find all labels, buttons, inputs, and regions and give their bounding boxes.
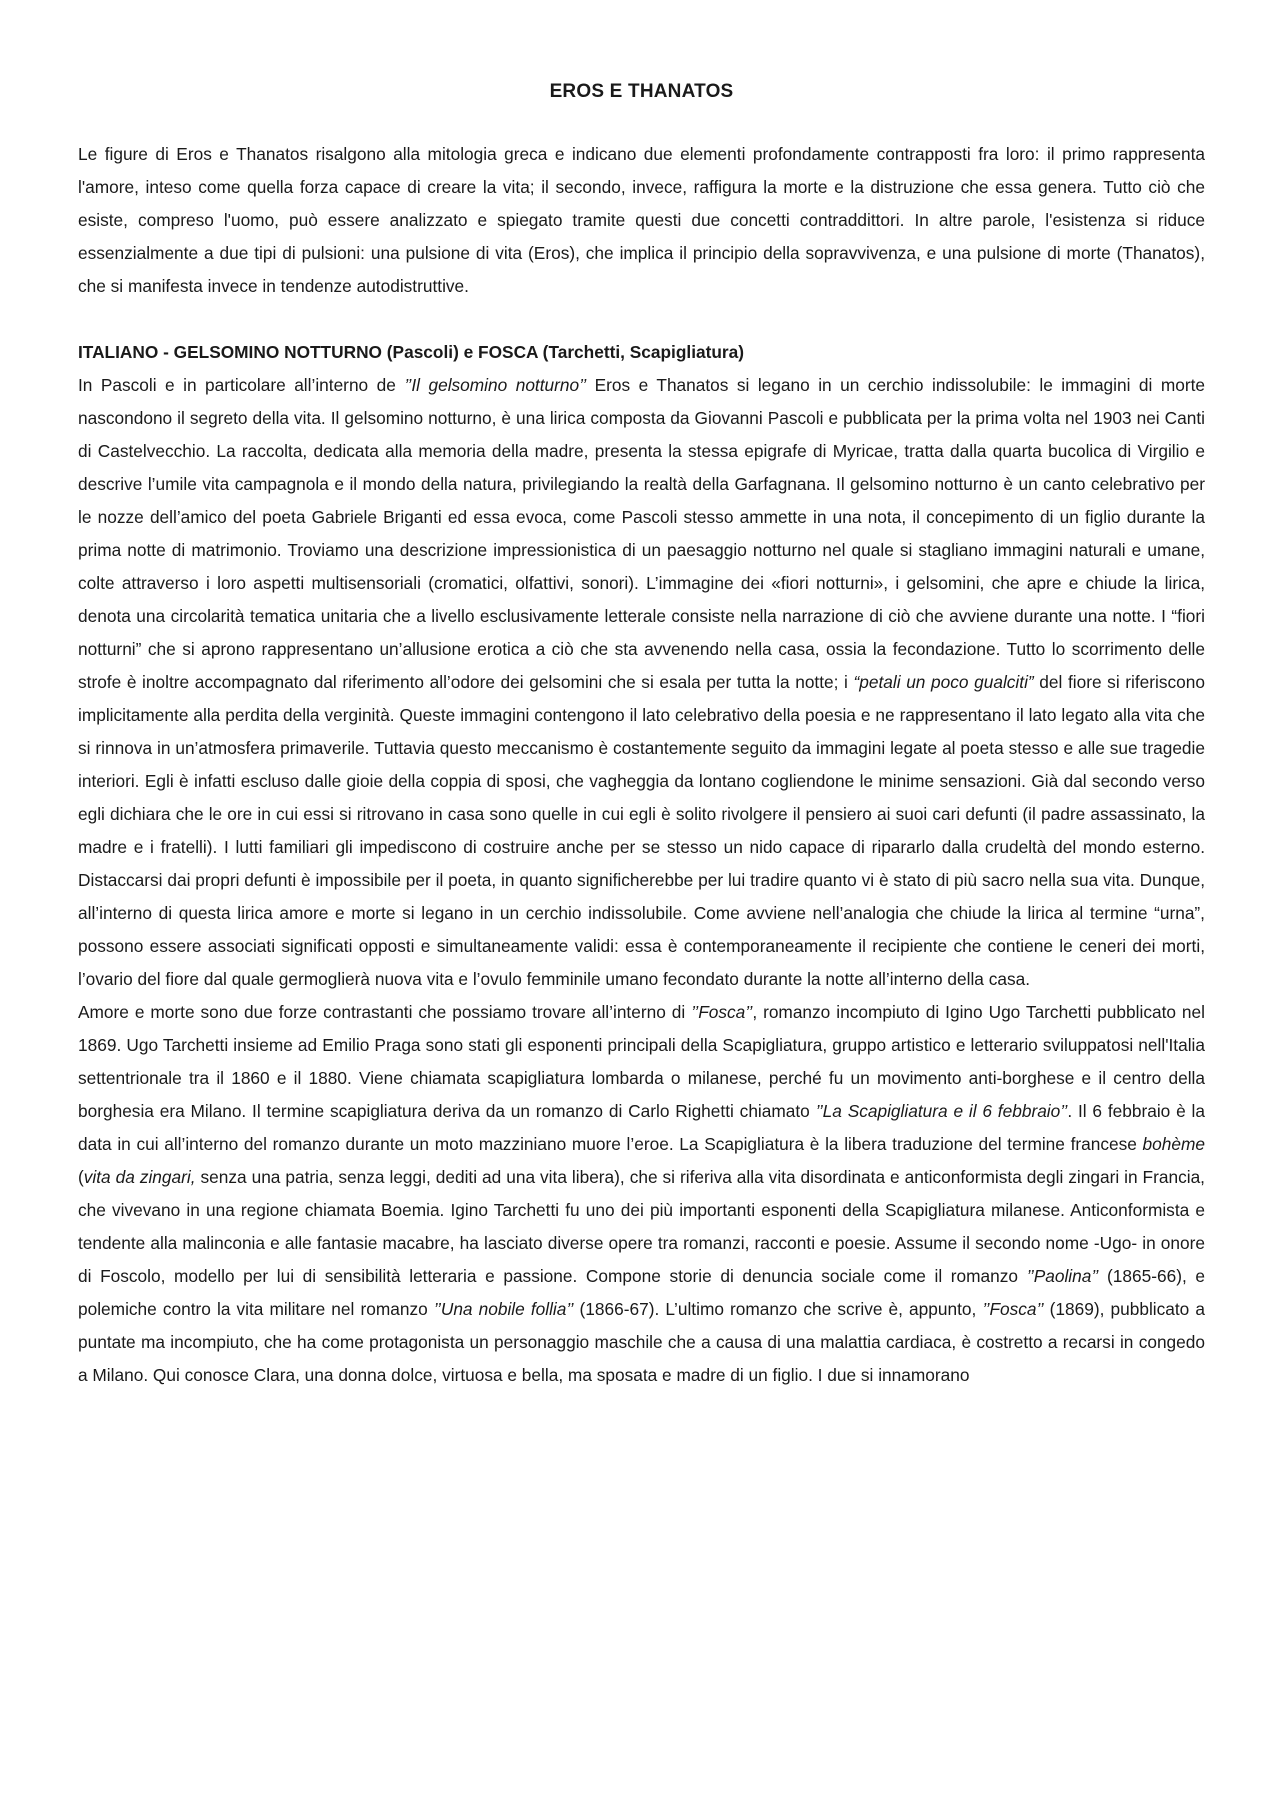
section-heading: ITALIANO - GELSOMINO NOTTURNO (Pascoli) e FOSCA (Tarchetti, Scapigliatura) — [78, 342, 745, 362]
page-title: EROS E THANATOS — [549, 81, 734, 102]
text-span: (1869), pubblicato a puntate ma incompiuto, che ha come protagonista un personaggio maschile che a causa di una malattia cardiaca, è costretto a recarsi in congedo a Milano. Qui conosce Clara, una donna dolce, virtuosa e bella, ma sposata e madre di un figlio. I due si innamorano — [78, 1299, 1205, 1385]
text-span: (1866-67). L’ultimo romanzo che scrive è, appunto, — [573, 1299, 983, 1319]
intro-paragraph: Le figure di Eros e Thanatos risalgono alla mitologia greca e indicano due elementi profondamente contrapposti fra loro: il primo rappresenta l'amore, inteso come quella forza capace di creare la vita; il secondo, invece, raffigura la morte e la distruzione che essa genera. Tutto ciò che esiste, compreso l'uomo, può essere analizzato e spiegato tramite questi due concetti contraddittori. In altre parole, l'esistenza si riduce essenzialmente a due tipi di pulsioni: una pulsione di vita (Eros), che implica il principio della sopravvivenza, e una pulsione di morte (Thanatos), che si manifesta invece in tendenze autodistruttive. — [78, 144, 1205, 296]
pascoli-paragraph — [78, 369, 1205, 996]
text-span: del fiore si riferiscono implicitamente alla perdita della verginità. Queste immagini contengono il lato celebrativo della poesia e ne rappresentano il lato legato alla vita che si rinnova in un’atmosfera primaverile. Tuttavia questo meccanismo è costantemente seguito da immagini legate al poeta stesso e alle sue tragedie interiori. Egli è infatti escluso dalle gioie della coppia di sposi, che vagheggia da lontano cogliendone le minime sensazioni. Già dal secondo verso egli dichiara che le ore in cui essi si ritrovano in casa sono quelle in cui egli è solito rivolgere il pensiero ai suoi cari defunti (il padre assassinato, la madre e i fratelli). I lutti familiari gli impediscono di costruire anche per se stesso un nido capace di ripararlo dalla crudeltà del mondo esterno. Distaccarsi dai propri defunti è impossibile per il poeta, in quanto significherebbe per lui tradire quanto vi è stato di più sacro nella sua vita. Dunque, all’interno di questa lirica amore e morte si legano in un cerchio indissolubile. Come avviene nell’analogia che chiude la lirica al termine “urna”, possono essere associati significati opposti e simultaneamente validi: essa è contemporaneamente il recipiente che contiene le ceneri dei morti, l’ovario del fiore dal quale germoglierà nuova vita e l’ovulo femminile umano fecondato durante la notte all’interno della casa. — [78, 672, 1205, 989]
novel-title: ’’Una nobile follia’’ — [433, 1299, 574, 1319]
foreign-term: bohème — [1142, 1134, 1205, 1154]
text-span: Amore e morte sono due forze contrastanti che possiamo trovare all’interno di — [78, 1002, 692, 1022]
text-span: Eros e Thanatos si legano in un cerchio indissolubile: le immagini di morte nascondono il segreto della vita. Il gelsomino notturno, è una lirica composta da Giovanni Pascoli e pubblicata per la prima volta nel 1903 nei Canti di Castelvecchio. La raccolta, dedicata alla memoria della madre, presenta la stessa epigrafe di Myricae, tratta dalla quarta bucolica di Virgilio e descrive l’umile vita campagnola e il mondo della natura, privilegiando la realtà della Garfagnana. Il gelsomino notturno è un canto celebrativo per le nozze dell’amico del poeta Gabriele Briganti ed essa evoca, come Pascoli stesso ammette in una nota, il concepimento di un figlio durante la prima notte di matrimonio. Troviamo una descrizione impressionistica di un paesaggio notturno nel quale si stagliano immagini naturali e umane, colte attraverso i loro aspetti multisensoriali (cromatici, olfattivi, sonori). L’immagine dei «fiori notturni», i gelsomini, che apre e chiude la lirica, denota una circolarità tematica unitaria che a livello esclusivamente letterale consiste nella narrazione di ciò che avviene durante una notte. I “fiori notturni” che si aprono rappresentano un’allusione erotica a ciò che sta avvenendo nella casa, ossia la fecondazione. Tutto lo scorrimento delle strofe è inoltre accompagnato dal riferimento all’odore dei gelsomini che si esala per tutta la notte; i — [78, 375, 1206, 692]
tarchetti-paragraph — [78, 996, 1205, 1392]
text-span: In Pascoli e in particolare all’interno de — [78, 375, 405, 395]
text-span: senza una patria, senza leggi, dediti ad una vita libera), che si riferiva alla vita disordinata e anticonformista degli zingari in Francia, che vivevano in una regione chiamata Boemia. Igino Tarchetti fu uno dei più importanti esponenti della Scapigliatura milanese. Anticonformista e tendente alla malinconia e alle fantasie macabre, ha lasciato diverse opere tra romanzi, racconti e poesie. Assume il secondo nome -Ugo- in onore di Foscolo, modello per lui di sensibilità letteraria e passione. Compone storie di denuncia sociale come il romanzo — [78, 1167, 1205, 1286]
novel-title: ’’Fosca’’ — [982, 1299, 1044, 1319]
text-span: (1865-66), e polemiche contro la vita militare nel romanzo — [78, 1266, 1205, 1319]
text-span: . Il 6 febbraio è la data in cui all’interno del romanzo durante un moto mazziniano muore l’eroe. La Scapigliatura è la libera traduzione del termine francese — [78, 1101, 1205, 1154]
text-span: , romanzo incompiuto di Igino Ugo Tarchetti pubblicato nel 1869. Ugo Tarchetti insieme ad Emilio Praga sono stati gli esponenti principali della Scapigliatura, gruppo artistico e letterario sviluppatosi nell'Italia settentrionale tra il 1860 e il 1880. Viene chiamata scapigliatura lombarda o milanese, perché fu un movimento anti-borghese e il centro della borghesia era Milano. Il termine scapigliatura deriva da un romanzo di Carlo Righetti chiamato — [78, 1002, 1205, 1121]
translation-text: vita da zingari, — [83, 1167, 196, 1187]
novel-title: ’’Fosca’’ — [691, 1002, 753, 1022]
novel-title: ’’La Scapigliatura e il 6 febbraio’’ — [815, 1101, 1068, 1121]
poem-title: ’’Il gelsomino notturno’’ — [404, 375, 587, 395]
quote-text: “petali un poco gualciti” — [853, 672, 1034, 692]
text-span: ( — [78, 1167, 84, 1187]
novel-title: ’’Paolina’’ — [1026, 1266, 1099, 1286]
